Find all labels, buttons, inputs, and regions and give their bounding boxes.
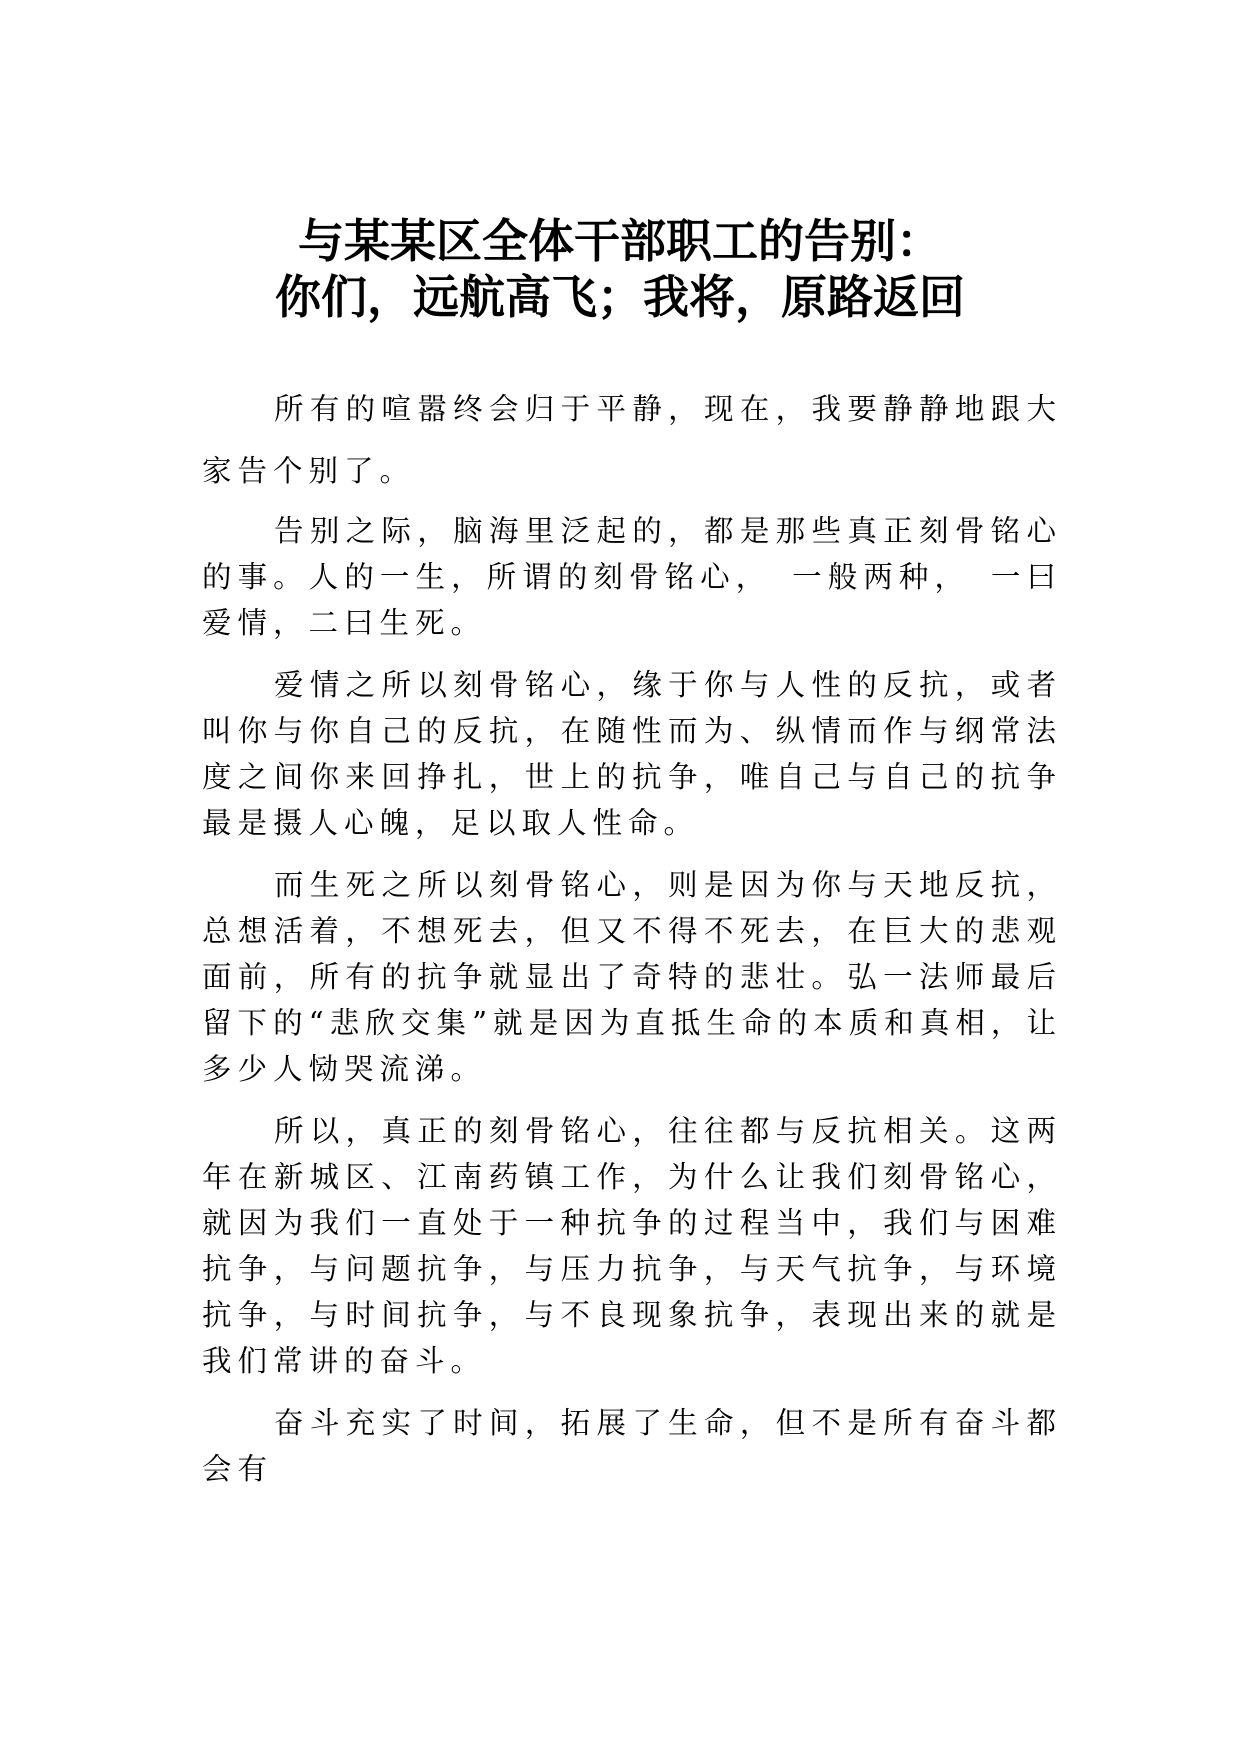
title-line-1: 与某某区全体干部职工的告别： [298, 214, 942, 268]
paragraph-4: 而生死之所以刻骨铭心，则是因为你与天地反抗，总想活着，不想死去，但又不得不死去，在巨大的悲观面前，所有的抗争就显出了奇特的悲壮。弘一法师最后留下的“悲欣交集”就是因为直抵生命的本质和真相，让多少人恸哭流涕。 [202, 868, 1062, 1086]
paragraph-5: 所以，真正的刻骨铭心，往往都与反抗相关。这两年在新城区、江南药镇工作，为什么让我们刻骨铭心，就因为我们一直处于一种抗争的过程当中，我们与困难抗争，与问题抗争，与压力抗争，与天气抗争，与环境抗争，与时间抗争，与不良现象抗争，表现出来的就是我们常讲的奋斗。 [202, 1114, 1062, 1378]
document-title [0, 213, 1240, 325]
paragraph-2: 告别之际，脑海里泛起的，都是那些真正刻骨铭心的事。人的一生，所谓的刻骨铭心， 一般两种， 一曰爱情，二曰生死。 [202, 514, 1062, 640]
document-body [202, 378, 1062, 1508]
paragraph-1: 所有的喧嚣终会归于平静，现在，我要静静地跟大家告个别了。 [202, 392, 1062, 488]
paragraph-6: 奋斗充实了时间，拓展了生命，但不是所有奋斗都会有 [202, 1406, 1062, 1486]
title-line-2: 你们，远航高飞；我将，原路返回 [275, 270, 965, 324]
paragraph-3: 爱情之所以刻骨铭心，缘于你与人性的反抗，或者叫你与你自己的反抗，在随性而为、纵情而作与纲常法度之间你来回挣扎，世上的抗争，唯自己与自己的抗争最是摄人心魄，足以取人性命。 [202, 668, 1062, 840]
